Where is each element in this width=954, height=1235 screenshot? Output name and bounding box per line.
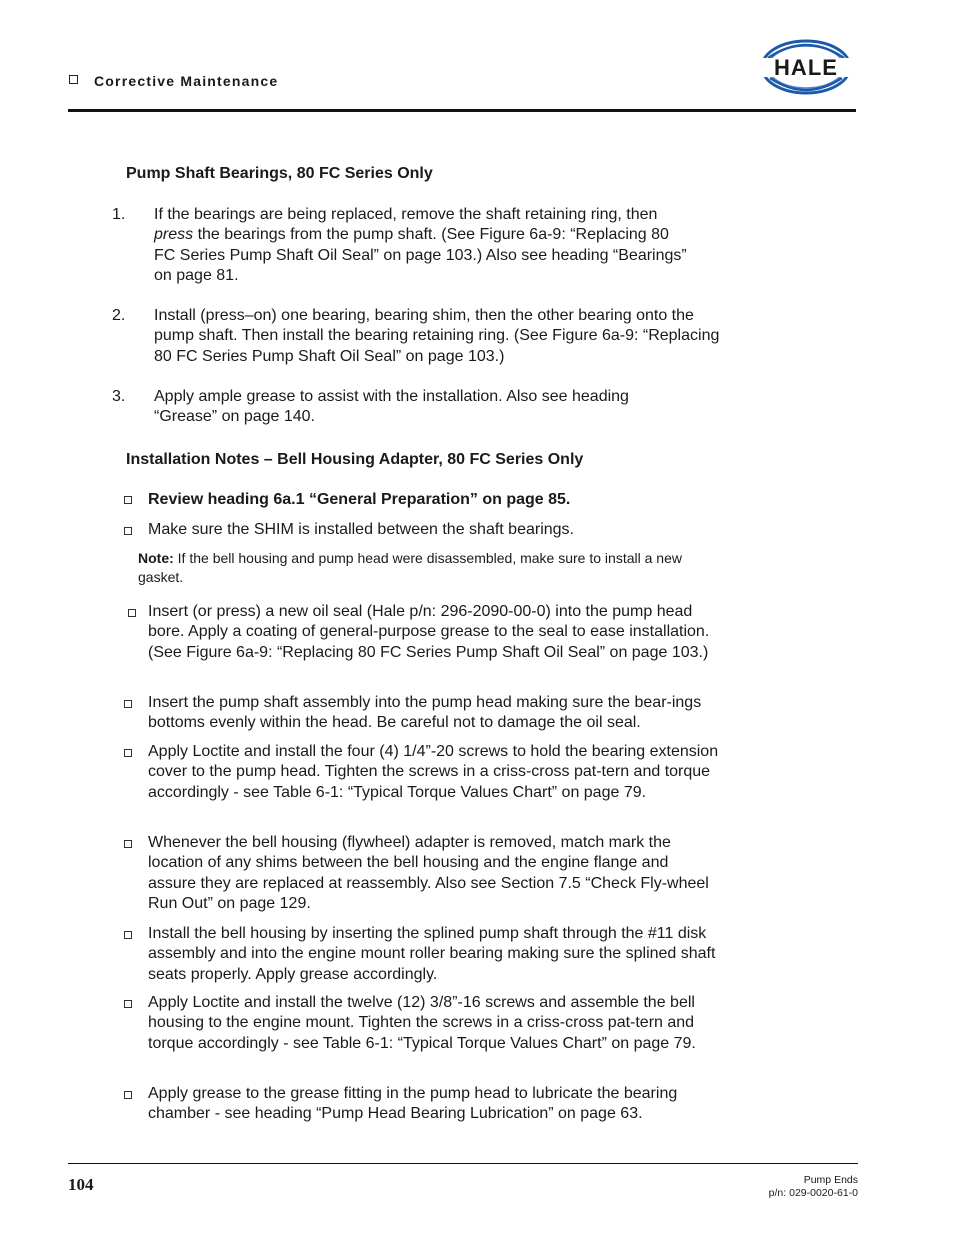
step-3-number: 3. [112,388,126,405]
checkbox-bullet-icon [124,1091,132,1099]
bullet-oil-seal: Insert (or press) a new oil seal (Hale p/n: 296-2090-00-0) into the pump head bore. Apply a coating of general-purpose grease to the seal to ease installation. (See Figure 6a-9: “Replacing 80 FC Series Pump Shaft Oil Seal” on page 103.) [148,603,710,661]
section2-title: Installation Notes – Bell Housing Adapter, 80 FC Series Only [126,451,584,468]
checkbox-bullet-icon [124,527,132,535]
footer-doc-title: Pump Ends [803,1174,858,1186]
step-1-text [154,205,754,286]
header-bullet-box [69,75,78,84]
hale-logo [756,36,856,100]
note-gasket [138,549,723,587]
note-label: Note: [138,550,174,566]
bullet-grease-fitting: Apply grease to the grease fitting in the pump head to lubricate the bearing chamber - see heading “Pump Head Bearing Lubrication” on page 63. [148,1085,678,1123]
step-1-line-4: on page 81. [154,266,239,284]
bullet-loctite-three-eighths: Apply Loctite and install the twelve (12) 3/8”-16 screws and assemble the bell housing to the engine mount. Tighten the screws in a criss-cross pat-tern and torque accordingly - see Table 6-1: “Typical Torque Values Chart” on page 79. [148,994,696,1052]
note-text: If the bell housing and pump head were disassembled, make sure to install a new gasket. [138,550,682,585]
bullet-bell-housing-removed: Whenever the bell housing (flywheel) adapter is removed, match mark the location of any shims between the bell housing and the engine flange and assure they are replaced at reassembly. Also see Section 7.5 “Check Fly-wheel Run Out” on page 129. [148,834,709,912]
header-divider [68,109,856,112]
footer-divider [68,1163,858,1164]
checkbox-bullet-icon [124,840,132,848]
step-1-line-2-rest: the bearings from the pump shaft. (See Figure 6a-9: “Replacing 80 [193,226,669,244]
section-title: Corrective Maintenance [94,73,279,89]
step-1-number: 1. [112,206,126,223]
step-1-line-1: If the bearings are being replaced, remove the shaft retaining ring, then [154,206,658,223]
section1-title: Pump Shaft Bearings, 80 FC Series Only [126,165,433,182]
step-1-line-3: FC Series Pump Shaft Oil Seal” on page 103.) Also see heading “Bearings” [154,246,687,264]
bullet-pump-shaft-assembly: Insert the pump shaft assembly into the pump head making sure the bear-ings bottoms evenly within the head. Be careful not to damage the oil seal. [148,694,702,732]
checkbox-bullet-icon [128,609,136,617]
checkbox-bullet-icon [124,496,132,504]
footer-doc-info [769,1174,858,1200]
checkbox-bullet-icon [124,931,132,939]
bullet-general-preparation: Review heading 6a.1 “General Preparation” on page 85. [148,491,571,508]
logo-text: HALE [774,55,838,80]
checkbox-bullet-icon [124,700,132,708]
bullet-shim: Make sure the SHIM is installed between the shaft bearings. [148,521,574,538]
step-3-text: Apply ample grease to assist with the installation. Also see heading “Grease” on page 140. [154,388,629,426]
bullet-loctite-quarter-inch: Apply Loctite and install the four (4) 1/4”-20 screws to hold the bearing extension cover to the pump head. Tighten the screws in a criss-cross pat-tern and torque accordingly - see Table 6-1: “Typical Torque Values Chart” on page 79. [148,743,719,801]
footer-part-number: p/n: 029-0020-61-0 [768,1187,858,1199]
bullet-install-bell-housing: Install the bell housing by inserting the splined pump shaft through the #11 disk assembly and into the engine mount roller bearing making sure the splined shaft seats properly. Apply grease accordingly. [148,925,716,983]
step-2-number: 2. [112,307,126,324]
checkbox-bullet-icon [124,749,132,757]
step-2-text: Install (press–on) one bearing, bearing shim, then the other bearing onto the pump shaft. Then install the bearing retaining ring. (See Figure 6a-9: “Replacing 80 FC Series Pump Shaft Oil Seal” on page 103.) [154,307,720,365]
step-1-line-2 [154,225,754,245]
checkbox-bullet-icon [124,1000,132,1008]
step-1-italic-word: press [154,226,194,244]
page-number: 104 [68,1175,94,1194]
